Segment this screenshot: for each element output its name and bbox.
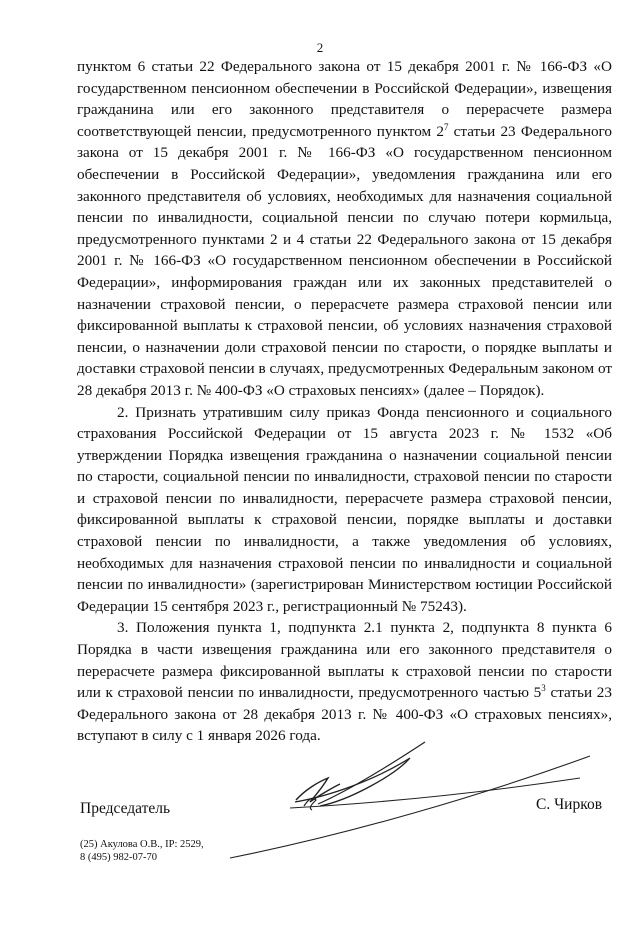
executor-line-1: (25) Акулова О.В., IP: 2529, — [80, 839, 204, 850]
paragraph-3-text: 3. Положения пункта 1, подпункта 2.1 пункта 2, подпункта 8 пункта 6 Порядка в части извещения гражданина или его законного представителя о перерасчете размера фиксированной выплаты к страховой пенсии по старости или к страховой пенсии по инвалидности, предусмотренного частью 5 — [77, 619, 612, 702]
superscript-7: 7 — [443, 121, 449, 132]
document-body — [77, 56, 612, 747]
superscript-3: 3 — [541, 683, 546, 694]
paragraph-1 — [77, 56, 612, 402]
paragraph-3-text-cont: статьи 23 Федерального закона от 28 декабря 2013 г. № 400-ФЗ «О страховых пенсиях», вступают в силу с 1 января 2026 года. — [77, 684, 612, 745]
executor-line-2: 8 (495) 982-07-70 — [80, 852, 157, 863]
paragraph-2: 2. Признать утратившим силу приказ Фонда пенсионного и социального страхования Российской Федерации от 15 августа 2023 г. № 1532 «Об утверждении Порядка извещения гражданина о назначении социальной пенсии по старости, социальной пенсии по инвалидности, страховой пенсии по старости и страховой пенсии по инвалидности, перерасчете размера страховой пенсии, фиксированной выплаты к страховой пенсии, порядке выплаты и доставки страховой пенсии по инвалидности, а также уведомления об условиях, необходимых для назначения страховой пенсии по инвалидности и социальной пенсии по инвалидности» (зарегистрирован Министерством юстиции Российской Федерации 15 сентября 2023 г., регистрационный № 75243). — [77, 403, 612, 615]
paragraph-3 — [77, 617, 612, 747]
executor-info — [80, 838, 204, 864]
paragraph-1-text-cont: статьи 23 Федерального закона от 15 декабря 2001 г. № 166-ФЗ «О государственном пенсионном обеспечении в Российской Федерации», уведомления гражданина или его законного представителя об условиях, необходимых для назначения социальной пенсии по инвалидности, социальной пенсии по случаю потери кормильца, предусмотренного пунктами 2 и 4 статьи 22 Федерального закона от 15 декабря 2001 г. № 166-ФЗ «О государственном пенсионном обеспечении в Российской Федерации», информирования граждан или их законных представителей о назначении страховой пенсии, о перерасчете размера страховой пенсии или фиксированной выплаты к страховой пенсии, об условиях назначения страховой пенсии, о назначении доли страховой пенсии по старости, о порядке выплаты и доставки страховой пенсии в случаях, предусмотренных Федеральным законом от 28 декабря 2013 г. № 400-ФЗ «О страховых пенсиях» (далее – Порядок). — [77, 122, 613, 399]
signer-title: Председатель — [80, 800, 171, 817]
page-number: 2 — [316, 40, 324, 55]
signer-name: С. Чирков — [536, 796, 603, 813]
paragraph-1-text: пунктом 6 статьи 22 Федерального закона от 15 декабря 2001 г. № 166-ФЗ «О государственном пенсионном обеспечении в Российской Федерации», извещения гражданина или его законного представителя о перерасчете размера соответствующей пенсии, предусмотренного пунктом 2 — [77, 58, 612, 140]
